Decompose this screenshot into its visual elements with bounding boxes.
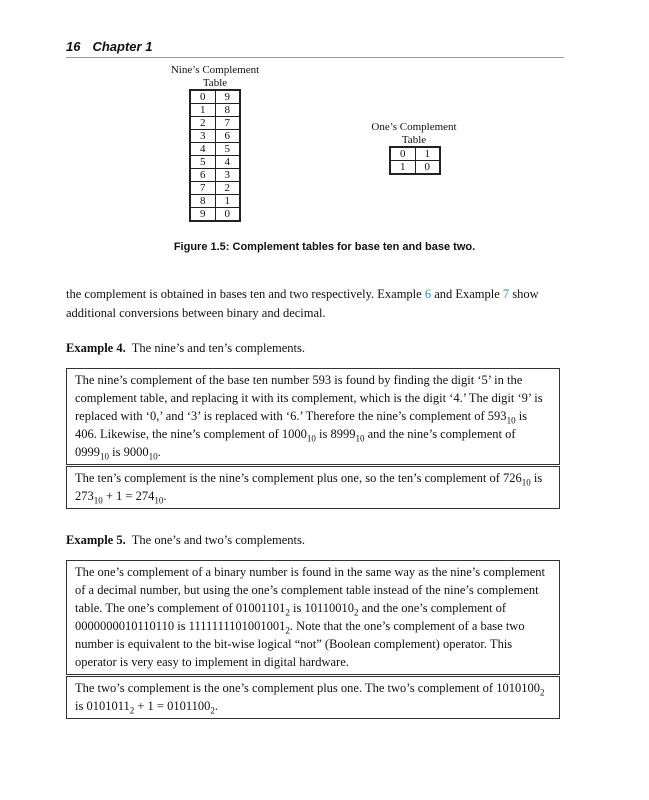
example-5-title: The one’s and two’s complements. xyxy=(131,533,305,547)
nines-table-row xyxy=(190,90,240,104)
ones-table-cell: 1 xyxy=(390,161,415,175)
example-5-box-twos xyxy=(66,676,560,719)
ex5-b1-t3: and the one’s complement of 0000000010110110 is 1111111101001001 xyxy=(75,601,507,633)
ex4-b1-t3: is 8999 xyxy=(315,427,356,441)
example-4-box-nines xyxy=(66,368,560,465)
ones-table-row xyxy=(390,147,440,161)
ex4-b1-t6: . xyxy=(157,445,161,459)
nines-table-cell: 3 xyxy=(215,169,240,182)
nines-table-row xyxy=(190,143,240,156)
header-rule xyxy=(66,57,564,58)
example-5-label: Example 5. xyxy=(66,533,126,547)
example-5-heading xyxy=(66,533,305,548)
ones-table-cell: 0 xyxy=(390,147,415,161)
example-5-box-ones xyxy=(66,560,560,675)
nines-table-cell: 5 xyxy=(190,156,215,169)
ex5-b2-s3: 2 xyxy=(210,705,215,716)
nines-table-cell: 7 xyxy=(190,182,215,195)
ex5-b2-s1: 2 xyxy=(539,687,545,698)
ex4-b2-t1: The ten’s complement is the nine’s complement plus one, so the ten’s complement of 726 xyxy=(75,471,522,485)
ex5-b2-t3: + 1 = 0101100 xyxy=(134,699,211,713)
ex4-b2-t2: is 273 xyxy=(75,471,543,503)
nines-table-cell: 6 xyxy=(190,169,215,182)
nines-table-row xyxy=(190,195,240,208)
ex5-b1-t4: . Note that the one’s complement of a base two number is equivalent to the bit-wise logical “not” (Boolean complement) operator. This operator is very easy to implement in digital hardware. xyxy=(75,619,525,669)
nines-table-row xyxy=(190,117,240,130)
nines-table-cell: 8 xyxy=(215,104,240,117)
figure-caption: Figure 1.5: Complement tables for base ten and base two. xyxy=(173,241,476,253)
nines-table-row xyxy=(190,156,240,169)
nines-table-cell: 8 xyxy=(190,195,215,208)
nines-table-cell: 6 xyxy=(215,130,240,143)
ex4-b1-s5: 10 xyxy=(148,451,158,462)
nines-table-cell: 9 xyxy=(215,90,240,104)
ex5-b1-s3: 2 xyxy=(285,625,290,636)
nines-complement-table xyxy=(189,89,241,222)
example-4-title: The nine’s and ten’s complements. xyxy=(131,341,305,355)
chapter-title: Chapter 1 xyxy=(92,39,153,54)
nines-table-cell: 7 xyxy=(215,117,240,130)
ex4-b2-s1: 10 xyxy=(521,477,531,488)
ones-table-row xyxy=(390,161,440,175)
intro-text-b: and Example xyxy=(431,287,503,301)
example-4-heading xyxy=(66,341,305,356)
ex4-b1-s2: 10 xyxy=(306,433,316,444)
nines-table-cell: 2 xyxy=(215,182,240,195)
nines-table-cell: 0 xyxy=(215,208,240,222)
ex5-b1-t1: The one’s complement of a binary number is found in the same way as the nine’s complement of a decimal number, but using the one’s complement table instead of the nine’s complement table. The one’s complement of 01001101 xyxy=(75,565,546,615)
nines-table-cell: 4 xyxy=(215,156,240,169)
nines-table-title-line2: Table xyxy=(202,77,228,89)
ex4-b2-t3: + 1 = 274 xyxy=(102,489,155,503)
ex4-b1-t2: is 406. Likewise, the nine’s complement of 1000 xyxy=(75,409,528,441)
nines-table-cell: 4 xyxy=(190,143,215,156)
intro-text-c: show additional conversions between binary and decimal. xyxy=(66,287,539,320)
nines-table-row xyxy=(190,130,240,143)
ex4-b1-t5: is 9000 xyxy=(109,445,149,459)
nines-table-row xyxy=(190,182,240,195)
ex5-b1-s2: 2 xyxy=(354,607,359,618)
nines-table-cell: 1 xyxy=(215,195,240,208)
ex4-b2-s3: 10 xyxy=(154,495,164,506)
example-4-box-tens xyxy=(66,466,560,509)
ex4-b1-t1: The nine’s complement of the base ten number 593 is found by finding the digit ‘5’ in the complement table, and replacing it with its complement, which is the digit ‘4.’ The digit ‘9’ is replaced with ‘0,’ and ‘3’ is replaced with ‘6.’ Therefore the nine’s complement of 593 xyxy=(75,373,543,423)
intro-paragraph xyxy=(66,285,566,323)
ex5-b2-t2: is 0101011 xyxy=(75,699,130,713)
ex4-b1-s3: 10 xyxy=(355,433,365,444)
ones-table-title-line1: One’s Complement xyxy=(371,121,457,133)
example-6-link[interactable]: 6 xyxy=(424,287,432,301)
ex4-b1-t4: and the nine’s complement of 0999 xyxy=(75,427,516,459)
nines-table-row xyxy=(190,208,240,222)
ex5-b1-s1: 2 xyxy=(285,607,290,618)
ones-table-cell: 1 xyxy=(415,147,440,161)
example-4-label: Example 4. xyxy=(66,341,126,355)
nines-table-cell: 3 xyxy=(190,130,215,143)
nines-table-title-line1: Nine’s Complement xyxy=(170,64,260,76)
page-number: 16 xyxy=(66,39,81,54)
ex5-b2-t1: The two’s complement is the one’s complement plus one. The two’s complement of 1010100 xyxy=(75,681,540,695)
nines-table-cell: 2 xyxy=(190,117,215,130)
ex4-b2-t4: . xyxy=(163,489,167,503)
nines-table-cell: 5 xyxy=(215,143,240,156)
ex5-b2-t4: . xyxy=(214,699,219,713)
running-header xyxy=(66,38,564,56)
nines-table-cell: 0 xyxy=(190,90,215,104)
nines-table-cell: 9 xyxy=(190,208,215,222)
ones-table-title xyxy=(361,121,467,147)
ones-table-cell: 0 xyxy=(415,161,440,175)
ex4-b2-s2: 10 xyxy=(93,495,103,506)
ones-complement-table xyxy=(389,146,441,175)
ex4-b1-s1: 10 xyxy=(506,415,516,426)
intro-text-a: the complement is obtained in bases ten and two respectively. Example xyxy=(66,287,425,301)
ex5-b1-t2: is 10110010 xyxy=(289,601,354,615)
ex4-b1-s4: 10 xyxy=(100,451,109,462)
ex5-b2-s2: 2 xyxy=(129,705,135,716)
nines-table-row xyxy=(190,169,240,182)
nines-table-row xyxy=(190,104,240,117)
ones-table-title-line2: Table xyxy=(401,134,427,146)
nines-table-cell: 1 xyxy=(190,104,215,117)
nines-table-title xyxy=(160,64,270,90)
example-7-link[interactable]: 7 xyxy=(502,287,510,301)
